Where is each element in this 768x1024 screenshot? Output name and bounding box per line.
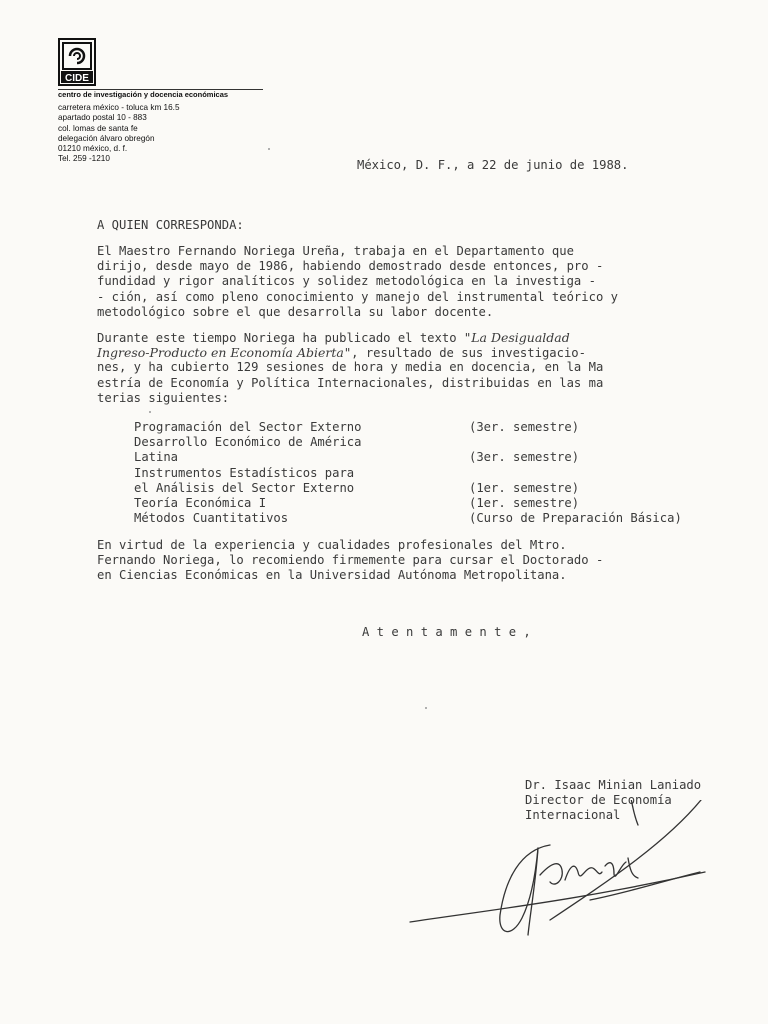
address-line: col. lomas de santa fe [58,123,138,133]
paragraph-line: en Ciencias Económicas en la Universidad Autónoma Metropolitana. [97,568,567,583]
address-line: carretera méxico - toluca km 16.5 [58,103,180,112]
closing: A t e n t a m e n t e , [362,625,531,639]
paragraph-1 [97,244,618,320]
salutation: A QUIEN CORRESPONDA: [97,218,244,232]
address-line: Tel. 259 -1210 [58,154,110,164]
course-row [134,466,734,481]
course-name: Teoría Económica I [134,495,267,510]
course-row [134,435,734,450]
handwritten-signature [400,800,730,960]
institution-name: centro de investigación y docencia económicas [58,90,229,99]
course-list [134,420,734,526]
course-row [134,496,734,511]
course-name: Desarrollo Económico de América [134,435,362,450]
paragraph-text: Durante este tiempo Noriega ha publicado el texto " [97,331,472,345]
address-line: 01210 méxico, d. f. [58,144,128,154]
scan-speck [425,707,427,709]
paragraph-line: - ción, así como pleno conocimiento y manejo del instrumental teórico y [97,289,618,304]
course-name: Instrumentos Estadísticos para [134,465,355,480]
paragraph-line: dirijo, desde mayo de 1986, habiendo demostrado desde entonces, pro - [97,259,604,274]
paragraph-line: En virtud de la experiencia y cualidades profesionales del Mtro. [97,538,567,552]
book-title: La Desigualdad [471,330,570,345]
course-semester: (3er. semestre) [469,450,580,465]
date-line: México, D. F., a 22 de junio de 1988. [357,158,629,172]
paragraph-line: Fernando Noriega, lo recomiendo firmemente para cursar el Doctorado - [97,553,604,568]
paragraph-line: nes, y ha cubierto 129 sesiones de hora y media en docencia, en la Ma [97,360,604,375]
course-semester: (3er. semestre) [469,420,580,434]
paragraph-line: terias siguientes: [97,390,230,405]
signatory-title: Internacional [525,808,621,822]
paragraph-line [97,330,603,345]
signatory-name: Dr. Isaac Minian Laniado [525,778,702,792]
course-row [134,511,734,526]
paragraph-3 [97,538,603,584]
address-line: delegación álvaro obregón [58,133,155,143]
paragraph-line: fundidad y rigor analíticos y solidez metodológica en la investiga - [97,274,596,289]
book-title: Ingreso-Producto en Economía Abierta [97,345,344,361]
course-row [134,450,734,465]
paragraph-line: metodológico sobre el que desarrolla su labor docente. [97,304,494,319]
course-semester: (1er. semestre) [469,480,580,495]
paragraph-line: estría de Economía y Política Internacionales, distribuidas en las ma [97,375,604,390]
course-semester: (1er. semestre) [469,495,580,510]
course-name: Programación del Sector Externo [134,420,362,434]
course-row [134,420,734,435]
course-name: Métodos Cuantitativos [134,511,289,526]
address-line: apartado postal 10 - 883 [58,113,147,123]
svg-text:CIDE: CIDE [65,73,89,84]
course-name: Latina [134,450,179,465]
signatory-title: Director de Economía [525,793,672,807]
scan-speck [268,148,270,150]
course-semester: (Curso de Preparación Básica) [469,511,682,526]
paragraph-line: El Maestro Fernando Noriega Ureña, trabaja en el Departamento que [97,244,574,258]
scan-speck [149,411,151,413]
course-name: el Análisis del Sector Externo [134,480,355,495]
paragraph-2 [97,330,603,406]
course-row [134,481,734,496]
paragraph-text: ", resultado de sus investigacio- [343,346,586,361]
letterhead-address [58,103,180,165]
cide-logo [58,38,96,86]
paragraph-line [97,345,603,360]
